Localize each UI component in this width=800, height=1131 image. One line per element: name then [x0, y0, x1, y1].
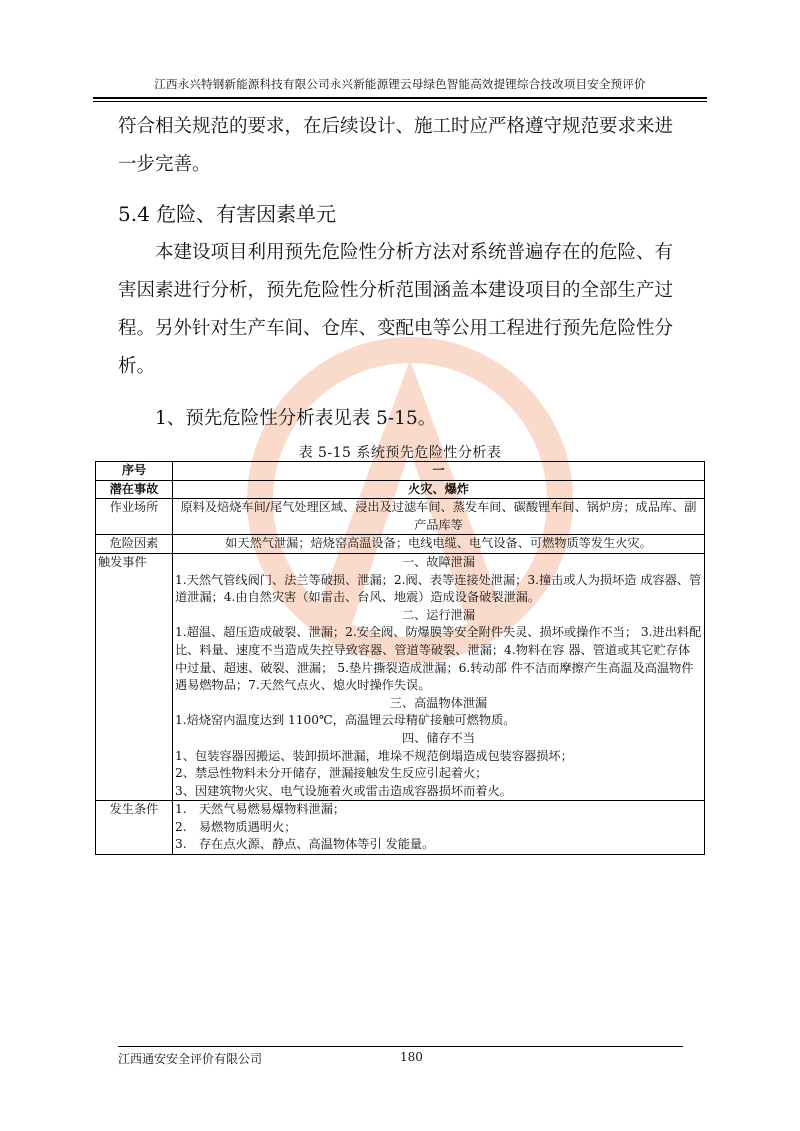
- row-label-factor: 危险因素: [96, 535, 173, 554]
- row-value-place: 原料及焙烧车间/尾气处理区域、浸出及过滤车间、蒸发车间、碳酸锂车间、锅炉房；成品库、副产品库等: [173, 499, 705, 535]
- paragraph-intro: 本建设项目利用预先危险性分析方法对系统普遍存在的危险、有害因素进行分析，预先危险性分析范围涵盖本建设项目的全部生产过程。另外针对生产车间、仓库、变配电等公用工程进行预先危险性分析。: [118, 242, 674, 377]
- section-heading: 5.4 危险、有害因素单元: [118, 202, 337, 226]
- row-label-place: 作业场所: [96, 499, 173, 535]
- table-caption: 表 5-15 系统预先危险性分析表: [298, 445, 502, 461]
- footer-company: 江西通安安全评价有限公司: [118, 1052, 263, 1066]
- page-number: 180: [400, 1050, 423, 1064]
- trigger-item: 2、禁忌性物料未分开储存，泄漏接触发生反应引起着火；: [175, 766, 488, 781]
- trigger-item: 1、包装容器因搬运、装卸损坏泄漏，堆垛不规范倒塌造成包装容器损坏；: [175, 748, 573, 763]
- table-row: [96, 480, 705, 499]
- page-header: 江西永兴特钢新能源科技有限公司永兴新能源锂云母绿色智能高效提锂综合技改项目安全预评价: [154, 77, 646, 91]
- table-row: [96, 801, 705, 855]
- row-label-trigger: 触发事件: [96, 553, 173, 800]
- paragraph-continuation: 符合相关规范的要求，在后续设计、施工时应严格遵守规范要求来进一步完善。: [118, 116, 674, 175]
- condition-item: 2. 易燃物质遇明火；: [175, 819, 297, 834]
- row-label-no: 序号: [96, 462, 173, 481]
- footer-rule: [118, 1046, 683, 1047]
- table-row: [96, 499, 705, 535]
- trigger-section-text: 1.天然气管线阀门、法兰等破损、泄漏；2.阀、表等连接处泄漏；3.撞击或人为损坏造 成容器、管道泄漏；4.由自然灾害（如雷击、台风、地震）造成设备破裂泄漏。: [175, 572, 702, 605]
- condition-item: 3. 存在点火源、静点、高温物体等引 发能量。: [175, 837, 435, 852]
- row-value-factor: 如天然气泄漏；焙烧窑高温设备；电线电缆、电气设备、可燃物质等发生火灾。: [173, 535, 705, 554]
- trigger-item: 3、因建筑物火灾、电气设施着火或雷击造成容器损坏而着火。: [175, 783, 512, 798]
- table-row: [96, 553, 705, 800]
- condition-item: 1. 天然气易燃易爆物料泄漏；: [175, 802, 346, 817]
- table-row: [96, 462, 705, 481]
- table-row: [96, 535, 705, 554]
- row-label-accident: 潜在事故: [96, 480, 173, 499]
- trigger-section-text: 1.焙烧窑内温度达到 1100℃，高温锂云母精矿接触可燃物质。: [175, 713, 516, 728]
- row-value-condition: [173, 801, 705, 855]
- paragraph-table-ref: 1、预先危险性分析表见表 5-15。: [155, 408, 437, 429]
- hazard-analysis-table: [95, 461, 705, 855]
- trigger-section-text: 1.超温、超压造成破裂、泄漏；2.安全阀、防爆膜等安全附件失灵、损坏或操作不当； 3.进出料配比、料量、速度不当造成失控导致容器、管道等破裂、泄漏；4.物料在容 器、管道或其它贮存体中过量、超速、破裂、泄漏； 5.垫片撕裂造成泄漏；6.转动部 件不洁而摩擦产生高温及高温物件遇易燃物品；7.天然气点火、熄火时操作失误。: [175, 625, 702, 693]
- row-label-condition: 发生条件: [96, 801, 173, 855]
- trigger-section-title: 二、运行泄漏: [401, 607, 476, 622]
- trigger-section-title: 三、高温物体泄漏: [389, 695, 488, 710]
- row-value-no: 一: [173, 462, 705, 481]
- row-value-trigger: [173, 553, 705, 800]
- header-rule: [93, 97, 707, 102]
- trigger-section-title: 一、故障泄漏: [401, 554, 476, 569]
- row-value-accident: 火灾、爆炸: [173, 480, 705, 499]
- trigger-section-title: 四、储存不当: [401, 730, 476, 745]
